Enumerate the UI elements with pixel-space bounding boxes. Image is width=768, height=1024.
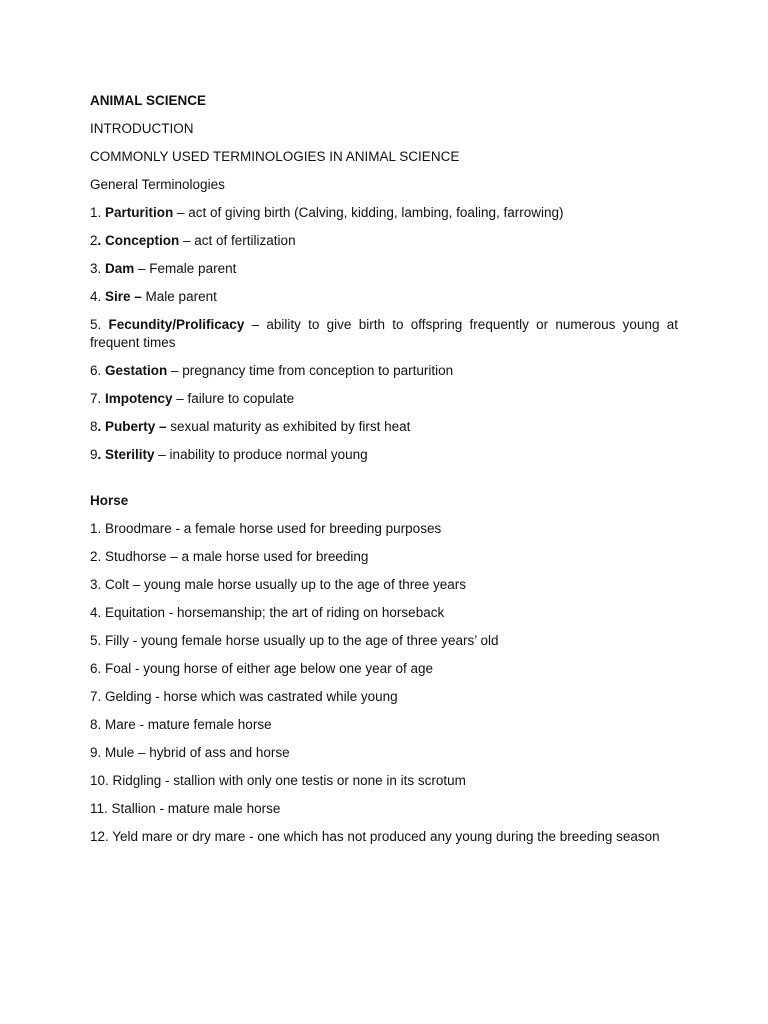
document-page bbox=[90, 92, 678, 856]
horse-term-item: 8. Mare - mature female horse bbox=[90, 717, 272, 732]
general-term-item: 8. Puberty – sexual maturity as exhibited by first heat bbox=[90, 419, 411, 434]
general-term-item: 3. Dam – Female parent bbox=[90, 261, 237, 276]
general-term-item: 5. Fecundity/Prolificacy – ability to give birth to offspring frequently or numerous young at frequent times bbox=[90, 317, 678, 350]
horse-term-item: 9. Mule – hybrid of ass and horse bbox=[90, 745, 290, 760]
general-term-item: 7. Impotency – failure to copulate bbox=[90, 391, 295, 406]
general-term-item: 6. Gestation – pregnancy time from conception to parturition bbox=[90, 363, 454, 378]
introduction-heading: INTRODUCTION bbox=[90, 121, 194, 136]
horse-term-item: 6. Foal - young horse of either age below one year of age bbox=[90, 661, 433, 676]
horse-term-item: 3. Colt – young male horse usually up to the age of three years bbox=[90, 577, 466, 592]
section-gap bbox=[90, 474, 678, 492]
horse-term-item: 4. Equitation - horsemanship; the art of riding on horseback bbox=[90, 605, 445, 620]
general-term-item: 4. Sire – Male parent bbox=[90, 289, 217, 304]
general-term-item: 2. Conception – act of fertilization bbox=[90, 233, 296, 248]
document-subtitle: COMMONLY USED TERMINOLOGIES IN ANIMAL SCIENCE bbox=[90, 149, 460, 164]
document-title: ANIMAL SCIENCE bbox=[90, 93, 207, 108]
general-term-item: 1. Parturition – act of giving birth (Calving, kidding, lambing, foaling, farrowing) bbox=[90, 205, 564, 220]
horse-term-item: 10. Ridgling - stallion with only one testis or none in its scrotum bbox=[90, 773, 466, 788]
horse-term-item: 7. Gelding - horse which was castrated while young bbox=[90, 689, 398, 704]
horse-term-item: 5. Filly - young female horse usually up to the age of three years’ old bbox=[90, 633, 499, 648]
horse-term-item: 11. Stallion - mature male horse bbox=[90, 801, 281, 816]
general-terminologies-heading: General Terminologies bbox=[90, 177, 225, 192]
horse-term-item: 12. Yeld mare or dry mare - one which has not produced any young during the breeding season bbox=[90, 829, 660, 844]
horse-heading: Horse bbox=[90, 493, 129, 508]
horse-term-item: 2. Studhorse – a male horse used for breeding bbox=[90, 549, 369, 564]
general-term-item: 9. Sterility – inability to produce normal young bbox=[90, 447, 368, 462]
horse-term-item: 1. Broodmare - a female horse used for breeding purposes bbox=[90, 521, 442, 536]
